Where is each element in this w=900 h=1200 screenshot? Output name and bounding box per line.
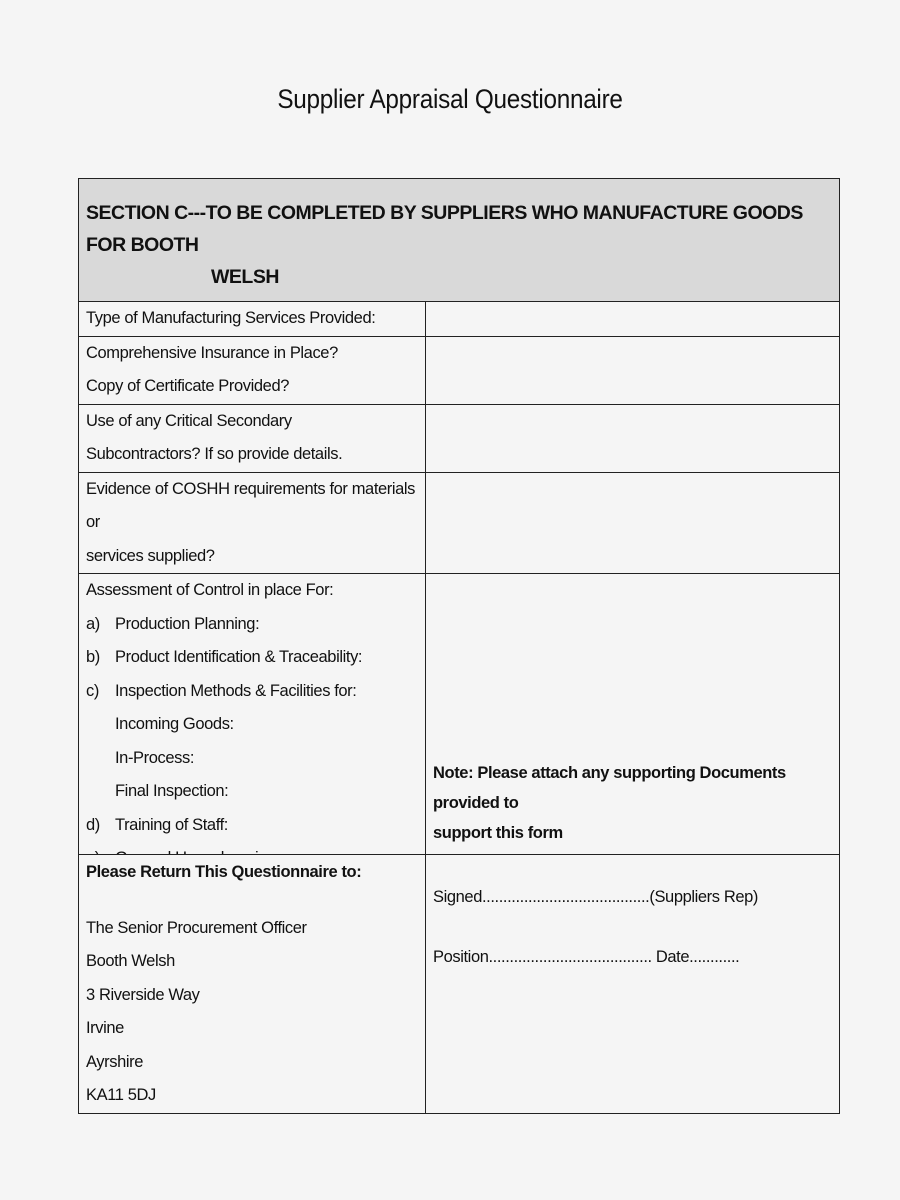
list-item: c) Inspection Methods & Facilities for: bbox=[86, 681, 357, 700]
sub-item: In-Process: bbox=[115, 748, 195, 767]
answer-field-subcontractors[interactable] bbox=[426, 404, 840, 472]
signed-field[interactable]: Signed........................................(Suppliers Rep) bbox=[433, 888, 758, 906]
address-line: KA11 5DJ bbox=[86, 1086, 156, 1104]
table-row bbox=[79, 404, 840, 472]
note-text: support this form bbox=[433, 823, 563, 842]
question-cell bbox=[79, 404, 426, 472]
table-row bbox=[79, 336, 840, 404]
list-item: b) Product Identification & Traceability: bbox=[86, 648, 363, 666]
signature-cell bbox=[426, 855, 840, 1114]
assessment-cell bbox=[79, 574, 426, 877]
return-address-cell bbox=[79, 855, 426, 1114]
section-c-heading bbox=[79, 179, 840, 302]
sub-item: Final Inspection: bbox=[115, 782, 229, 800]
address-line: Irvine bbox=[86, 1019, 124, 1037]
question-cell bbox=[79, 472, 426, 574]
address-line: 3 Riverside Way bbox=[86, 985, 200, 1004]
return-title: Please Return This Questionnaire to: bbox=[86, 863, 362, 881]
note-text: Note: Please attach any supporting Documents provided to bbox=[433, 763, 786, 812]
table-row bbox=[79, 302, 840, 337]
table-row bbox=[79, 472, 840, 574]
section-c-table bbox=[78, 178, 840, 877]
section-c-heading-line1: SECTION C---TO BE COMPLETED BY SUPPLIERS WHO MANUFACTURE GOODS FOR BOOTH bbox=[86, 202, 803, 256]
section-c-heading-line2: WELSH bbox=[211, 266, 279, 288]
question-text: Comprehensive Insurance in Place? bbox=[86, 343, 338, 362]
list-item: a) Production Planning: bbox=[86, 614, 260, 633]
sub-item: Incoming Goods: bbox=[115, 715, 234, 733]
answer-field-insurance[interactable] bbox=[426, 336, 840, 404]
assessment-title: Assessment of Control in place For: bbox=[86, 581, 334, 599]
question-cell bbox=[79, 336, 426, 404]
address-line: Booth Welsh bbox=[86, 952, 175, 970]
question-text: services supplied? bbox=[86, 546, 215, 565]
question-text: Evidence of COSHH requirements for materials or bbox=[86, 479, 416, 531]
table-row bbox=[79, 574, 840, 877]
question-text: Subcontractors? If so provide details. bbox=[86, 445, 343, 463]
return-table bbox=[78, 854, 840, 1114]
position-date-field[interactable]: Position....................................... Date............ bbox=[433, 947, 740, 966]
list-item: d) Training of Staff: bbox=[86, 815, 228, 834]
answer-field-assessment[interactable] bbox=[426, 574, 840, 877]
address-line: Ayrshire bbox=[86, 1052, 144, 1071]
address-line: The Senior Procurement Officer bbox=[86, 918, 307, 937]
question-text: Use of any Critical Secondary bbox=[86, 411, 292, 430]
question-text: Copy of Certificate Provided? bbox=[86, 377, 290, 395]
answer-field-coshh[interactable] bbox=[426, 472, 840, 574]
question-cell bbox=[79, 302, 426, 337]
page-title: Supplier Appraisal Questionnaire bbox=[277, 84, 623, 114]
answer-field-manufacturing-services[interactable] bbox=[426, 302, 840, 337]
question-text: Type of Manufacturing Services Provided: bbox=[86, 309, 376, 327]
